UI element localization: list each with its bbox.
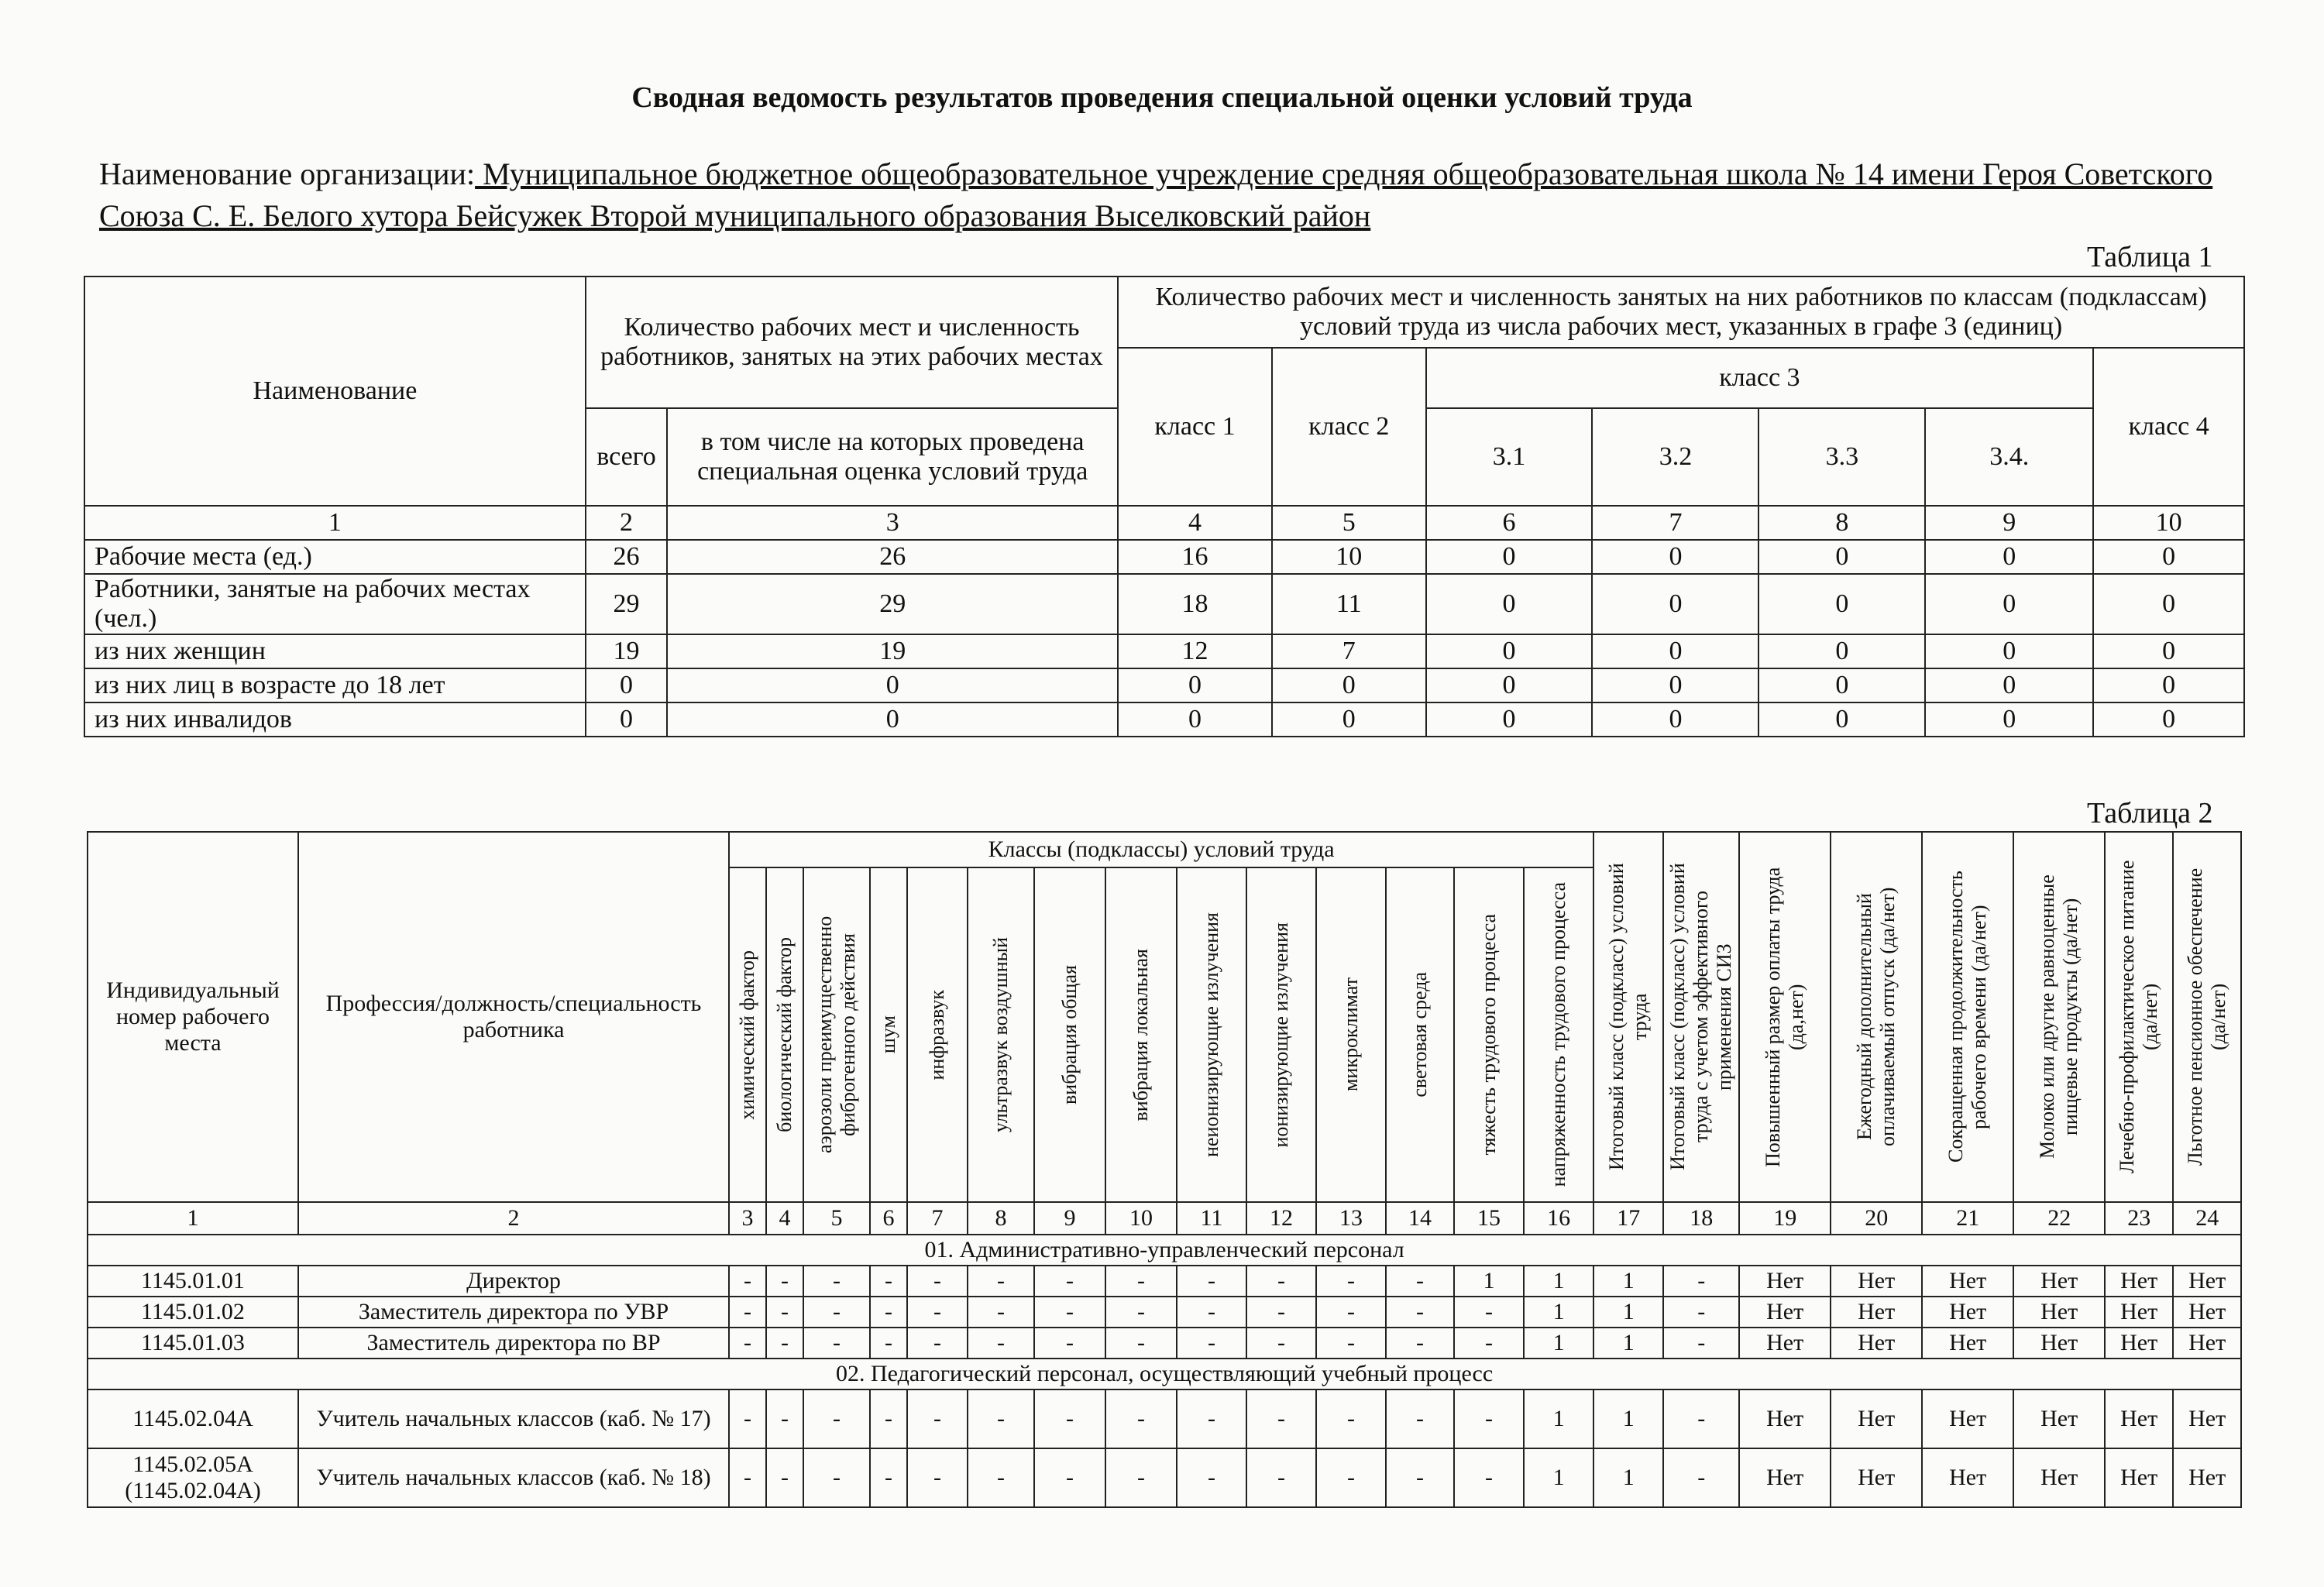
t1-cell: 0 — [1426, 668, 1593, 702]
t2-header-factor — [1454, 867, 1524, 1202]
t2-header-factor — [766, 867, 803, 1202]
t1-header-count: Количество рабочих мест и численность работников, занятых на этих рабочих местах — [586, 277, 1118, 408]
t2-profession: Заместитель директора по ВР — [298, 1328, 729, 1359]
t1-cell: 0 — [1758, 668, 1925, 702]
t2-cell: Нет — [1739, 1389, 1831, 1448]
t2-header-factor-label: шум — [877, 1015, 899, 1054]
t2-header-extra-label: Льготное пенсионное обеспечение (да/нет) — [2184, 867, 2230, 1166]
t2-cell: - — [968, 1328, 1034, 1359]
t1-cell: 0 — [586, 668, 667, 702]
table1 — [84, 276, 2245, 737]
t2-header-extra-label: Ежегодный дополнительный оплачиваемый отпуск (да/нет) — [1853, 887, 1899, 1147]
column-number: 14 — [1386, 1202, 1454, 1235]
t1-cell: 0 — [1758, 702, 1925, 737]
t2-cell: - — [803, 1266, 870, 1297]
t1-cell: 29 — [586, 574, 667, 634]
t1-cell: 0 — [1758, 574, 1925, 634]
t1-cell: 16 — [1118, 540, 1272, 574]
t2-cell: Нет — [1922, 1266, 2013, 1297]
t2-cell: - — [1386, 1297, 1454, 1328]
t2-section-row — [88, 1235, 2241, 1266]
t2-cell: - — [729, 1297, 766, 1328]
t2-cell: - — [907, 1389, 968, 1448]
t1-cell: 0 — [1426, 574, 1593, 634]
t1-cell: 0 — [2093, 540, 2244, 574]
t2-workplace-id: 1145.01.01 — [88, 1266, 298, 1297]
t2-cell: - — [1105, 1266, 1177, 1297]
t2-cell: Нет — [1922, 1448, 2013, 1507]
t2-cell: - — [907, 1328, 968, 1359]
t1-header-classes: Количество рабочих мест и численность занятых на них работников по классам (подклассам) условий труда из числа рабочих мест, указанных в графе 3 (единиц) — [1118, 277, 2244, 348]
t2-cell: Нет — [1739, 1328, 1831, 1359]
t2-header-factor-label: микроклимат — [1339, 977, 1362, 1092]
t2-cell: - — [803, 1297, 870, 1328]
t2-cell: - — [870, 1328, 907, 1359]
t1-cell: 0 — [667, 668, 1118, 702]
t2-cell: Нет — [1739, 1297, 1831, 1328]
t2-header-factor — [1246, 867, 1316, 1202]
t2-cell: - — [766, 1448, 803, 1507]
t1-header-3-3: 3.3 — [1758, 408, 1925, 506]
t2-cell: Нет — [1831, 1389, 1922, 1448]
column-number: 5 — [1272, 506, 1426, 540]
t2-cell: Нет — [2173, 1297, 2241, 1328]
t1-header-class2: класс 2 — [1272, 348, 1426, 506]
t2-header-extra-label: Итоговый класс (подкласс) условий труда с учетом эффективного применения СИЗ — [1666, 863, 1736, 1171]
t2-cell: - — [803, 1389, 870, 1448]
column-number: 2 — [586, 506, 667, 540]
t1-row-name: Работники, занятые на рабочих местах (чел.) — [84, 574, 586, 634]
t2-cell: - — [870, 1297, 907, 1328]
t1-cell: 7 — [1272, 634, 1426, 668]
t2-cell: - — [1034, 1328, 1105, 1359]
t2-cell: - — [1105, 1328, 1177, 1359]
t2-header-factor-label: ионизирующие излучения — [1270, 922, 1292, 1148]
t2-row — [88, 1448, 2241, 1507]
t2-workplace-id: 1145.01.03 — [88, 1328, 298, 1359]
t1-cell: 0 — [2093, 634, 2244, 668]
t2-header-factor — [1386, 867, 1454, 1202]
t2-header-extra — [2013, 832, 2105, 1202]
t2-cell: - — [907, 1297, 968, 1328]
column-number: 10 — [1105, 1202, 1177, 1235]
t2-cell: - — [968, 1389, 1034, 1448]
t2-cell: - — [803, 1328, 870, 1359]
t2-cell: Нет — [2105, 1266, 2173, 1297]
t2-cell: - — [803, 1448, 870, 1507]
t2-header-factor-label: неионизирующие излучения — [1200, 912, 1222, 1157]
organization-name: Муниципальное бюджетное общеобразовательное учреждение средняя общеобразовательная школа № 14 имени Героя Советского Союза С. Е. Белого хутора Бейсужек Второй муниципального образования Выселковский район — [99, 156, 2213, 233]
t1-header-3-2: 3.2 — [1592, 408, 1758, 506]
t2-header-factor — [907, 867, 968, 1202]
t2-cell: Нет — [2013, 1297, 2105, 1328]
column-number: 3 — [667, 506, 1118, 540]
t2-cell: Нет — [1831, 1448, 1922, 1507]
t1-cell: 29 — [667, 574, 1118, 634]
t1-cell: 19 — [586, 634, 667, 668]
t2-header-extra — [1831, 832, 1922, 1202]
t1-header-name: Наименование — [84, 277, 586, 506]
t2-cell: - — [907, 1266, 968, 1297]
t2-cell: Нет — [1739, 1266, 1831, 1297]
t2-cell: - — [1105, 1297, 1177, 1328]
t2-workplace-id: 1145.02.04А — [88, 1389, 298, 1448]
t2-header-factor-label: световая среда — [1408, 972, 1431, 1098]
t2-cell: - — [1663, 1297, 1739, 1328]
t2-header-factor-label: биологический фактор — [773, 937, 796, 1132]
t1-header-assessed: в том числе на которых проведена специальная оценка условий труда — [667, 408, 1118, 506]
t1-row — [84, 702, 2244, 737]
t1-cell: 0 — [1426, 702, 1593, 737]
t2-header-extra — [1922, 832, 2013, 1202]
t1-cell: 0 — [1592, 702, 1758, 737]
t2-cell: - — [1246, 1389, 1316, 1448]
t2-header-extra-label: Повышенный размер оплаты труда (да,нет) — [1762, 867, 1808, 1167]
t2-profession: Учитель начальных классов (каб. № 17) — [298, 1389, 729, 1448]
column-number: 11 — [1177, 1202, 1246, 1235]
t1-cell: 0 — [1426, 540, 1593, 574]
t2-cell: - — [1246, 1328, 1316, 1359]
t2-cell: - — [729, 1266, 766, 1297]
t2-cell: - — [968, 1266, 1034, 1297]
column-number: 3 — [729, 1202, 766, 1235]
t2-header-factor — [803, 867, 870, 1202]
t1-cell: 0 — [1272, 668, 1426, 702]
t2-cell: - — [729, 1328, 766, 1359]
t2-cell: - — [1246, 1297, 1316, 1328]
column-number: 8 — [1758, 506, 1925, 540]
column-number: 15 — [1454, 1202, 1524, 1235]
t1-column-numbers — [84, 506, 2244, 540]
t2-header-factor-label: вибрация локальная — [1129, 948, 1152, 1122]
t1-cell: 0 — [1592, 668, 1758, 702]
t2-cell: - — [1177, 1297, 1246, 1328]
column-number: 18 — [1663, 1202, 1739, 1235]
t1-cell: 0 — [1925, 634, 2093, 668]
t2-cell: Нет — [2013, 1389, 2105, 1448]
t2-cell: - — [1177, 1448, 1246, 1507]
column-number: 8 — [968, 1202, 1034, 1235]
t2-cell: - — [1663, 1266, 1739, 1297]
t1-cell: 19 — [667, 634, 1118, 668]
t2-cell: Нет — [2105, 1297, 2173, 1328]
t2-column-numbers — [88, 1202, 2241, 1235]
t1-header-total: всего — [586, 408, 667, 506]
t2-section-title: 02. Педагогический персонал, осуществляющий учебный процесс — [88, 1359, 2241, 1389]
t2-header-factor-label: аэрозоли преимущественно фиброгенного действия — [813, 915, 859, 1154]
t2-cell: - — [870, 1389, 907, 1448]
t1-header-class3: класс 3 — [1426, 348, 2094, 408]
column-number: 4 — [766, 1202, 803, 1235]
t1-row-name: из них женщин — [84, 634, 586, 668]
table1-label: Таблица 1 — [2087, 241, 2213, 273]
t2-cell: 1 — [1454, 1266, 1524, 1297]
t2-cell: - — [766, 1266, 803, 1297]
t1-row — [84, 540, 2244, 574]
t2-header-factor-label: химический фактор — [736, 950, 758, 1120]
t2-header-extra-label: Итоговый класс (подкласс) условий труда — [1605, 863, 1652, 1171]
t2-header-extra-label: Лечебно-профилактическое питание (да/нет) — [2116, 860, 2162, 1174]
t2-cell: - — [1034, 1266, 1105, 1297]
t2-profession: Директор — [298, 1266, 729, 1297]
t2-cell: - — [1386, 1389, 1454, 1448]
t2-cell: - — [1316, 1297, 1386, 1328]
t2-cell: - — [968, 1297, 1034, 1328]
t2-header-factor-label: инфразвук — [926, 989, 948, 1080]
t2-header-factor-label: вибрация общая — [1058, 965, 1081, 1104]
t2-cell: - — [1386, 1448, 1454, 1507]
t2-cell: - — [1105, 1389, 1177, 1448]
t2-cell: Нет — [2105, 1389, 2173, 1448]
column-number: 16 — [1524, 1202, 1593, 1235]
t1-cell: 12 — [1118, 634, 1272, 668]
t2-cell: - — [1454, 1389, 1524, 1448]
table2-label: Таблица 2 — [2087, 797, 2213, 830]
column-number: 10 — [2093, 506, 2244, 540]
t2-cell: - — [1034, 1389, 1105, 1448]
document-title: Сводная ведомость результатов проведения специальной оценки условий труда — [631, 81, 1693, 114]
t2-cell: - — [1386, 1266, 1454, 1297]
t2-cell: Нет — [2013, 1328, 2105, 1359]
t2-cell: - — [766, 1297, 803, 1328]
t1-cell: 0 — [1272, 702, 1426, 737]
t2-cell: - — [1246, 1266, 1316, 1297]
t2-cell: Нет — [1922, 1389, 2013, 1448]
column-number: 4 — [1118, 506, 1272, 540]
t1-cell: 0 — [1925, 540, 2093, 574]
t2-header-extra — [1739, 832, 1831, 1202]
t2-cell: - — [1034, 1297, 1105, 1328]
table2 — [87, 831, 2242, 1508]
column-number: 21 — [1922, 1202, 2013, 1235]
t2-row — [88, 1266, 2241, 1297]
column-number: 9 — [1925, 506, 2093, 540]
column-number: 6 — [870, 1202, 907, 1235]
t2-header-factor — [1034, 867, 1105, 1202]
column-number: 1 — [84, 506, 586, 540]
t2-cell: Нет — [2105, 1448, 2173, 1507]
t1-cell: 0 — [2093, 668, 2244, 702]
t1-cell: 0 — [2093, 702, 2244, 737]
t2-cell: Нет — [2173, 1328, 2241, 1359]
t1-row — [84, 574, 2244, 634]
column-number: 23 — [2105, 1202, 2173, 1235]
t2-cell: Нет — [1831, 1328, 1922, 1359]
t1-cell: 0 — [1925, 668, 2093, 702]
t2-cell: Нет — [2173, 1389, 2241, 1448]
t2-section-title: 01. Административно-управленческий персонал — [88, 1235, 2241, 1266]
t1-row-name: из них лиц в возрасте до 18 лет — [84, 668, 586, 702]
column-number: 5 — [803, 1202, 870, 1235]
column-number: 2 — [298, 1202, 729, 1235]
t1-row-name: Рабочие места (ед.) — [84, 540, 586, 574]
t2-cell: Нет — [2173, 1448, 2241, 1507]
t2-header-id: Индивидуальный номер рабочего места — [88, 832, 298, 1202]
t2-header-extra-label: Молоко или другие равноценные пищевые продукты (да/нет) — [2036, 874, 2082, 1159]
t2-cell: - — [907, 1448, 968, 1507]
t2-header-extra — [1663, 832, 1739, 1202]
t1-cell: 26 — [667, 540, 1118, 574]
t2-cell: Нет — [2013, 1266, 2105, 1297]
t2-header-extra — [2173, 832, 2241, 1202]
t2-workplace-id: 1145.01.02 — [88, 1297, 298, 1328]
t1-cell: 0 — [1592, 574, 1758, 634]
t2-cell: - — [1454, 1297, 1524, 1328]
t2-cell: 1 — [1524, 1328, 1593, 1359]
t1-cell: 0 — [1118, 668, 1272, 702]
t2-header-factor — [1105, 867, 1177, 1202]
t2-cell: - — [1316, 1448, 1386, 1507]
t1-cell: 0 — [586, 702, 667, 737]
column-number: 22 — [2013, 1202, 2105, 1235]
t2-row — [88, 1389, 2241, 1448]
t2-cell: - — [729, 1448, 766, 1507]
t2-workplace-id: 1145.02.05А (1145.02.04А) — [88, 1448, 298, 1507]
t2-cell: - — [1386, 1328, 1454, 1359]
t2-cell: Нет — [1739, 1448, 1831, 1507]
t2-cell: 1 — [1593, 1389, 1663, 1448]
t2-cell: - — [1663, 1328, 1739, 1359]
t2-cell: Нет — [2013, 1448, 2105, 1507]
t1-cell: 0 — [1758, 540, 1925, 574]
t1-cell: 0 — [667, 702, 1118, 737]
organization-line — [99, 153, 2222, 237]
column-number: 7 — [907, 1202, 968, 1235]
t2-header-classes: Классы (подклассы) условий труда — [729, 832, 1593, 867]
t2-cell: - — [1177, 1328, 1246, 1359]
t2-header-extra — [2105, 832, 2173, 1202]
t2-cell: 1 — [1593, 1448, 1663, 1507]
t2-cell: 1 — [1524, 1389, 1593, 1448]
t2-cell: 1 — [1524, 1266, 1593, 1297]
t2-cell: - — [1105, 1448, 1177, 1507]
column-number: 7 — [1592, 506, 1758, 540]
t1-cell: 0 — [1925, 574, 2093, 634]
t2-cell: - — [1316, 1266, 1386, 1297]
t2-cell: - — [1246, 1448, 1316, 1507]
t1-row — [84, 634, 2244, 668]
t2-cell: Нет — [1922, 1297, 2013, 1328]
column-number: 1 — [88, 1202, 298, 1235]
t1-row — [84, 668, 2244, 702]
t2-cell: 1 — [1524, 1448, 1593, 1507]
t1-header-3-4: 3.4. — [1925, 408, 2093, 506]
t2-cell: Нет — [2173, 1266, 2241, 1297]
t2-header-factor-label: напряженность трудового процесса — [1547, 882, 1570, 1187]
t2-cell: - — [1454, 1328, 1524, 1359]
t2-cell: Нет — [2105, 1328, 2173, 1359]
t2-header-factor — [1316, 867, 1386, 1202]
t1-row-name: из них инвалидов — [84, 702, 586, 737]
t2-cell: 1 — [1593, 1297, 1663, 1328]
t2-cell: - — [766, 1328, 803, 1359]
t1-cell: 0 — [1118, 702, 1272, 737]
t2-cell: - — [1177, 1266, 1246, 1297]
column-number: 9 — [1034, 1202, 1105, 1235]
t1-header-class1: класс 1 — [1118, 348, 1272, 506]
t2-cell: - — [729, 1389, 766, 1448]
t1-header-class4: класс 4 — [2093, 348, 2244, 506]
t2-header-factor-label: тяжесть трудового процесса — [1477, 914, 1500, 1156]
t2-header-factor — [1524, 867, 1593, 1202]
t1-header-3-1: 3.1 — [1426, 408, 1593, 506]
t2-header-profession: Профессия/должность/специальность работника — [298, 832, 729, 1202]
t2-cell: - — [1177, 1389, 1246, 1448]
column-number: 13 — [1316, 1202, 1386, 1235]
t1-cell: 26 — [586, 540, 667, 574]
t2-header-extra — [1593, 832, 1663, 1202]
t2-header-factor — [729, 867, 766, 1202]
t2-header-factor — [1177, 867, 1246, 1202]
t2-cell: - — [766, 1389, 803, 1448]
t2-section-row — [88, 1359, 2241, 1389]
t2-header-factor-label: ультразвук воздушный — [989, 936, 1012, 1133]
t2-cell: - — [1034, 1448, 1105, 1507]
column-number: 19 — [1739, 1202, 1831, 1235]
column-number: 17 — [1593, 1202, 1663, 1235]
t1-cell: 0 — [1592, 634, 1758, 668]
t2-cell: Нет — [1922, 1328, 2013, 1359]
column-number: 6 — [1426, 506, 1593, 540]
t1-cell: 0 — [1925, 702, 2093, 737]
t2-cell: - — [968, 1448, 1034, 1507]
column-number: 20 — [1831, 1202, 1922, 1235]
t1-cell: 0 — [1426, 634, 1593, 668]
t1-cell: 0 — [1758, 634, 1925, 668]
t2-cell: - — [870, 1266, 907, 1297]
t2-cell: - — [1316, 1389, 1386, 1448]
t2-cell: 1 — [1524, 1297, 1593, 1328]
t1-cell: 10 — [1272, 540, 1426, 574]
t2-header-factor — [968, 867, 1034, 1202]
t1-cell: 18 — [1118, 574, 1272, 634]
t1-cell: 11 — [1272, 574, 1426, 634]
organization-label: Наименование организации: — [99, 156, 476, 191]
t1-cell: 0 — [1592, 540, 1758, 574]
t2-row — [88, 1328, 2241, 1359]
column-number: 12 — [1246, 1202, 1316, 1235]
t2-row — [88, 1297, 2241, 1328]
t2-cell: Нет — [1831, 1266, 1922, 1297]
t2-cell: - — [1663, 1389, 1739, 1448]
t2-header-factor — [870, 867, 907, 1202]
t2-cell: 1 — [1593, 1328, 1663, 1359]
t2-header-extra-label: Сокращенная продолжительность рабочего времени (да/нет) — [1944, 871, 1991, 1163]
t2-profession: Учитель начальных классов (каб. № 18) — [298, 1448, 729, 1507]
column-number: 24 — [2173, 1202, 2241, 1235]
t2-cell: - — [1663, 1448, 1739, 1507]
t2-cell: - — [870, 1448, 907, 1507]
t2-cell: - — [1316, 1328, 1386, 1359]
t2-cell: - — [1454, 1448, 1524, 1507]
t2-cell: Нет — [1831, 1297, 1922, 1328]
t1-cell: 0 — [2093, 574, 2244, 634]
t2-cell: 1 — [1593, 1266, 1663, 1297]
t2-profession: Заместитель директора по УВР — [298, 1297, 729, 1328]
